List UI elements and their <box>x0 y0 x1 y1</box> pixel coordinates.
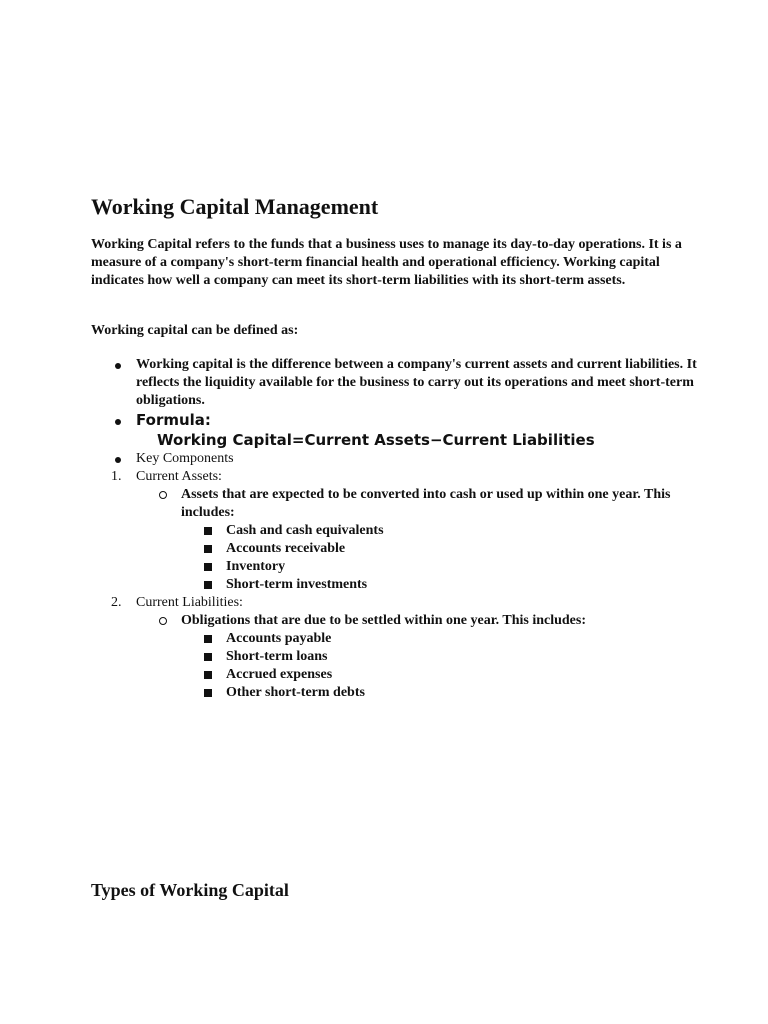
page-title: Working Capital Management <box>91 194 379 219</box>
square-bullet-icon <box>204 671 212 679</box>
list-item-text: Other short-term debts <box>226 685 365 700</box>
numbered-item-current-liabilities <box>91 594 711 612</box>
current-liabilities-description <box>91 612 711 630</box>
bullet-difference <box>91 356 711 410</box>
section-title: Types of Working Capital <box>91 880 289 900</box>
list-item-text: Short-term loans <box>226 649 328 664</box>
square-bullet-icon <box>204 635 212 643</box>
square-bullet-icon <box>204 563 212 571</box>
list-item-text: Short-term investments <box>226 577 368 592</box>
list-number: 1. <box>111 469 122 484</box>
square-bullet-icon <box>204 527 212 535</box>
bullet-formula <box>91 411 711 431</box>
list-item <box>91 576 711 594</box>
list-item <box>91 648 711 666</box>
current-liabilities-heading: Current Liabilities: <box>136 595 243 610</box>
list-item-text: Accounts payable <box>226 631 332 646</box>
bullet-icon <box>115 363 121 369</box>
list-item <box>91 666 711 684</box>
key-components-text: Key Components <box>136 451 234 466</box>
list-number: 2. <box>111 595 122 610</box>
list-item-text: Inventory <box>226 559 286 574</box>
formula-label: Formula: <box>136 411 211 429</box>
square-bullet-icon <box>204 689 212 697</box>
definition-list <box>91 356 711 702</box>
current-assets-heading: Current Assets: <box>136 469 222 484</box>
bullet-icon <box>115 457 121 463</box>
circle-bullet-icon <box>159 491 167 499</box>
square-bullet-icon <box>204 581 212 589</box>
definition-lead: Working capital can be defined as: <box>91 323 299 338</box>
bullet-icon <box>115 419 121 425</box>
formula-expression: Working Capital=Current Assets−Current Liabilities <box>157 431 595 449</box>
square-bullet-icon <box>204 653 212 661</box>
numbered-item-current-assets <box>91 468 711 486</box>
list-item-text: Accounts receivable <box>226 541 346 556</box>
intro-paragraph: Working Capital refers to the funds that a business uses to manage its day-to-day operations. It is a measure of a company's short-term financial health and operational efficiency. Working capital indicates how well a company can meet its short-term liabilities with its short-term assets. <box>91 237 682 288</box>
list-item <box>91 522 711 540</box>
list-item <box>91 684 711 702</box>
current-assets-description-text: Assets that are expected to be converted into cash or used up within one year. This includes: <box>181 487 671 520</box>
square-bullet-icon <box>204 545 212 553</box>
bullet-key-components <box>91 450 711 468</box>
bullet-difference-text: Working capital is the difference between a company's current assets and current liabilities. It reflects the liquidity available for the business to carry out its operations and meet short-term obligations. <box>136 357 697 408</box>
list-item <box>91 540 711 558</box>
list-item-text: Cash and cash equivalents <box>226 523 384 538</box>
current-liabilities-description-text: Obligations that are due to be settled within one year. This includes: <box>181 613 587 628</box>
circle-bullet-icon <box>159 617 167 625</box>
list-item-text: Accrued expenses <box>226 667 333 682</box>
list-item <box>91 630 711 648</box>
list-item <box>91 558 711 576</box>
current-assets-description <box>91 486 711 522</box>
